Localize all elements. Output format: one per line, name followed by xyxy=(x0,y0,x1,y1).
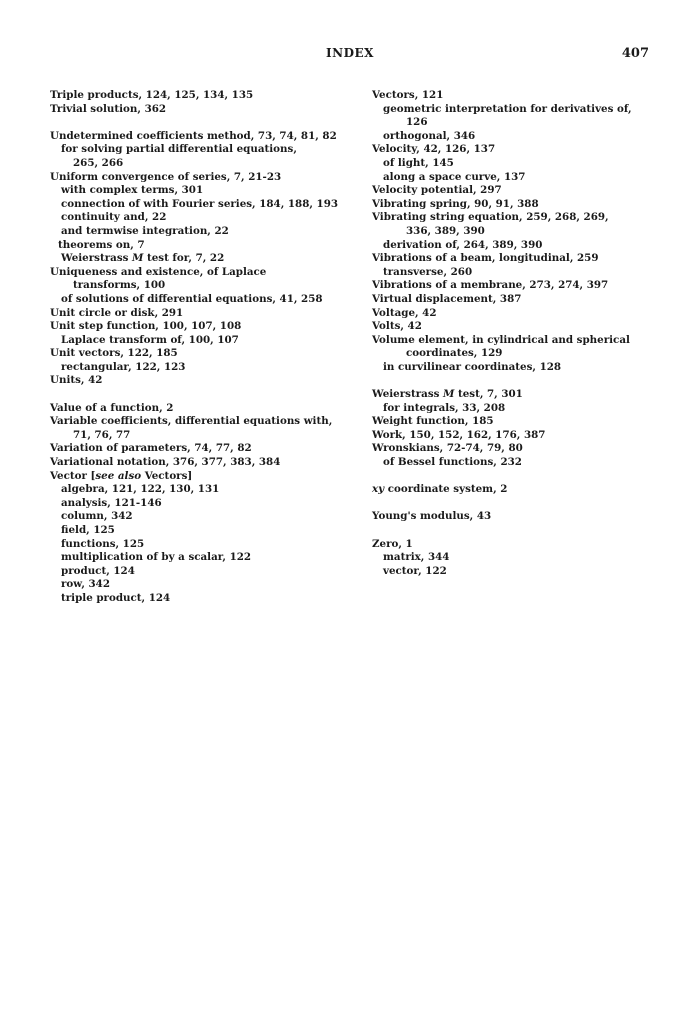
index-entry: Vibrations of a beam, longitudinal, 259 xyxy=(372,252,599,265)
index-subentry: functions, 125 xyxy=(61,537,145,550)
index-entry: Unit vectors, 122, 185 xyxy=(50,347,178,360)
index-subentry: column, 342 xyxy=(61,510,133,523)
index-subentry: 265, 266 xyxy=(73,156,124,169)
index-subentry: geometric interpretation for derivatives of, xyxy=(383,102,632,115)
index-entry: Undetermined coefficients method, 73, 74, 81, 82 xyxy=(50,129,337,142)
index-entry: Uniform convergence of series, 7, 21-23 xyxy=(50,170,282,183)
index-subentry: field, 125 xyxy=(61,524,115,536)
index-entry: Voltage, 42 xyxy=(372,306,437,319)
entry-text: test, 7, 301 xyxy=(454,388,523,401)
index-entry: Uniqueness and existence, of Laplace xyxy=(50,265,267,278)
entry-italic-text: M xyxy=(443,388,455,401)
index-entry: Work, 150, 152, 162, 176, 387 xyxy=(372,428,546,441)
index-entry xyxy=(372,483,662,497)
index-entry: Variational notation, 376, 377, 383, 384 xyxy=(50,456,281,469)
index-subentry: multiplication of by a scalar, 122 xyxy=(61,551,252,564)
index-entry: Vibrating string equation, 259, 268, 269, xyxy=(372,211,609,224)
entry-text: coordinate system, 2 xyxy=(384,483,508,496)
entry-text: test for, 7, 22 xyxy=(143,252,225,265)
index-entry: Unit circle or disk, 291 xyxy=(50,306,184,319)
index-subentry: transforms, 100 xyxy=(73,279,166,292)
entry-text: Vectors] xyxy=(141,469,193,482)
index-group xyxy=(372,388,662,470)
index-subentry: row, 342 xyxy=(61,578,110,591)
index-entry: Vibrations of a membrane, 273, 274, 397 xyxy=(372,279,609,292)
index-subentry: transverse, 260 xyxy=(383,265,473,278)
index-subentry: product, 124 xyxy=(61,564,135,577)
index-subentry: 126 xyxy=(406,116,428,129)
entry-text: Weierstrass xyxy=(372,388,443,401)
index-entry: Trivial solution, 362 xyxy=(50,102,167,115)
index-subentry: 336, 389, 390 xyxy=(406,224,485,237)
index-subentry: with complex terms, 301 xyxy=(61,184,204,197)
index-subentry: rectangular, 122, 123 xyxy=(61,360,186,373)
entry-text: Weierstrass xyxy=(61,252,132,265)
index-column-left xyxy=(50,89,350,606)
index-entry xyxy=(372,388,662,402)
index-group xyxy=(50,130,350,388)
index-subentry xyxy=(50,252,350,266)
index-subentry: analysis, 121-146 xyxy=(61,496,162,509)
index-subentry: in curvilinear coordinates, 128 xyxy=(383,360,562,373)
entry-text: Vector [ xyxy=(50,469,96,482)
index-entry: Virtual displacement, 387 xyxy=(372,292,522,305)
index-subentry: of light, 145 xyxy=(383,156,454,169)
index-subentry: algebra, 121, 122, 130, 131 xyxy=(61,483,220,496)
index-entry: Velocity potential, 297 xyxy=(372,184,502,197)
index-entry: Wronskians, 72-74, 79, 80 xyxy=(372,442,523,455)
index-entry: Variable coefficients, differential equations with, xyxy=(50,415,333,428)
index-subentry: of solutions of differential equations, 41, 258 xyxy=(61,292,323,305)
index-entry: Velocity, 42, 126, 137 xyxy=(372,143,496,156)
index-entry: Value of a function, 2 xyxy=(50,401,174,414)
index-subentry: triple product, 124 xyxy=(61,591,171,604)
index-entry: Vectors, 121 xyxy=(372,89,444,101)
index-entry xyxy=(50,470,350,484)
index-entry: Triple products, 124, 125, 134, 135 xyxy=(50,89,254,101)
index-subentry: derivation of, 264, 389, 390 xyxy=(383,238,543,251)
index-entry: Volume element, in cylindrical and spherical xyxy=(372,333,630,346)
index-entry: Variation of parameters, 74, 77, 82 xyxy=(50,442,252,455)
entry-italic-text: xy xyxy=(372,483,385,496)
index-entry: Weight function, 185 xyxy=(372,415,494,428)
index-group xyxy=(50,89,350,116)
index-subentry: of Bessel functions, 232 xyxy=(383,456,522,469)
page-number: 407 xyxy=(621,46,649,61)
index-subentry: matrix, 344 xyxy=(383,551,450,564)
index-subentry: coordinates, 129 xyxy=(406,347,503,360)
index-entry: Vibrating spring, 90, 91, 388 xyxy=(372,197,539,210)
index-subentry: Laplace transform of, 100, 107 xyxy=(61,333,239,346)
index-group xyxy=(372,89,662,374)
index-group xyxy=(372,483,662,497)
index-subentry: theorems on, 7 xyxy=(58,238,145,251)
index-entry: Unit step function, 100, 107, 108 xyxy=(50,320,242,333)
index-entry: Young's modulus, 43 xyxy=(372,510,492,523)
index-subentry: continuity and, 22 xyxy=(61,211,167,224)
entry-italic-text: M xyxy=(132,252,144,265)
entry-italic-text: see also xyxy=(95,469,142,482)
index-subentry: 71, 76, 77 xyxy=(73,428,131,441)
index-subentry: vector, 122 xyxy=(383,564,447,577)
index-entry: Volts, 42 xyxy=(372,320,422,333)
index-subentry: and termwise integration, 22 xyxy=(61,224,229,237)
index-group xyxy=(372,510,662,524)
running-header-title: INDEX xyxy=(326,46,374,60)
index-column-right xyxy=(372,89,662,578)
index-subentry: for integrals, 33, 208 xyxy=(383,401,506,414)
index-subentry: connection of with Fourier series, 184, 188, 193 xyxy=(61,197,339,210)
index-group xyxy=(372,538,662,579)
index-entry: Units, 42 xyxy=(50,374,103,387)
index-subentry: orthogonal, 346 xyxy=(383,129,476,142)
index-subentry: for solving partial differential equations, xyxy=(61,143,297,156)
index-entry: Zero, 1 xyxy=(372,537,413,550)
index-group xyxy=(50,402,350,606)
index-subentry: along a space curve, 137 xyxy=(383,170,526,183)
